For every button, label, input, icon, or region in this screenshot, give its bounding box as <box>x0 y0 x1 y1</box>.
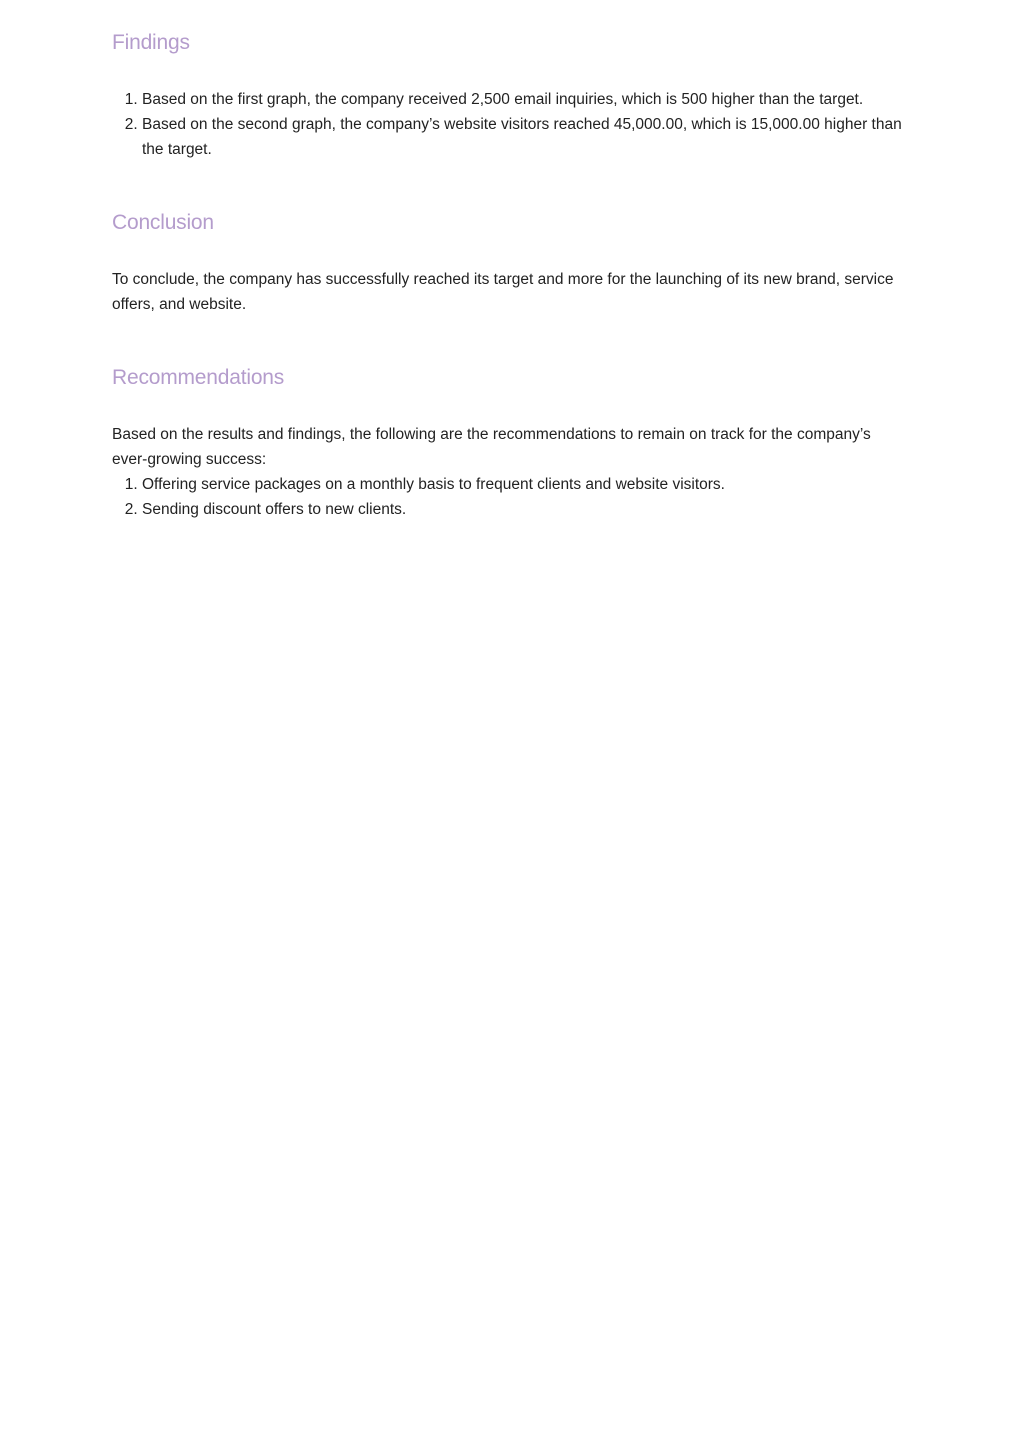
conclusion-heading: Conclusion <box>112 211 214 234</box>
findings-item: 2. Based on the second graph, the company’s website visitors reached 45,000.00, which is 15,000.00 higher than the target. <box>142 112 902 162</box>
conclusion-text: To conclude, the company has successfully reached its target and more for the launching of its new brand, service offers, and website. <box>112 271 894 313</box>
findings-heading: Findings <box>112 31 190 54</box>
recommendations-section <box>112 363 902 522</box>
recommendations-heading: Recommendations <box>112 366 285 389</box>
conclusion-section <box>112 208 902 317</box>
recommendations-item: 2. Sending discount offers to new clients. <box>142 497 902 522</box>
recommendations-item: 1. Offering service packages on a monthly basis to frequent clients and website visitors. <box>142 472 902 497</box>
findings-section <box>112 28 902 162</box>
findings-item: 1. Based on the first graph, the company received 2,500 email inquiries, which is 500 higher than the target. <box>142 87 902 112</box>
recommendations-intro: Based on the results and findings, the following are the recommendations to remain on track for the company’s ever-growing success: <box>112 426 871 468</box>
recommendations-list <box>112 472 902 522</box>
findings-list <box>112 87 902 162</box>
